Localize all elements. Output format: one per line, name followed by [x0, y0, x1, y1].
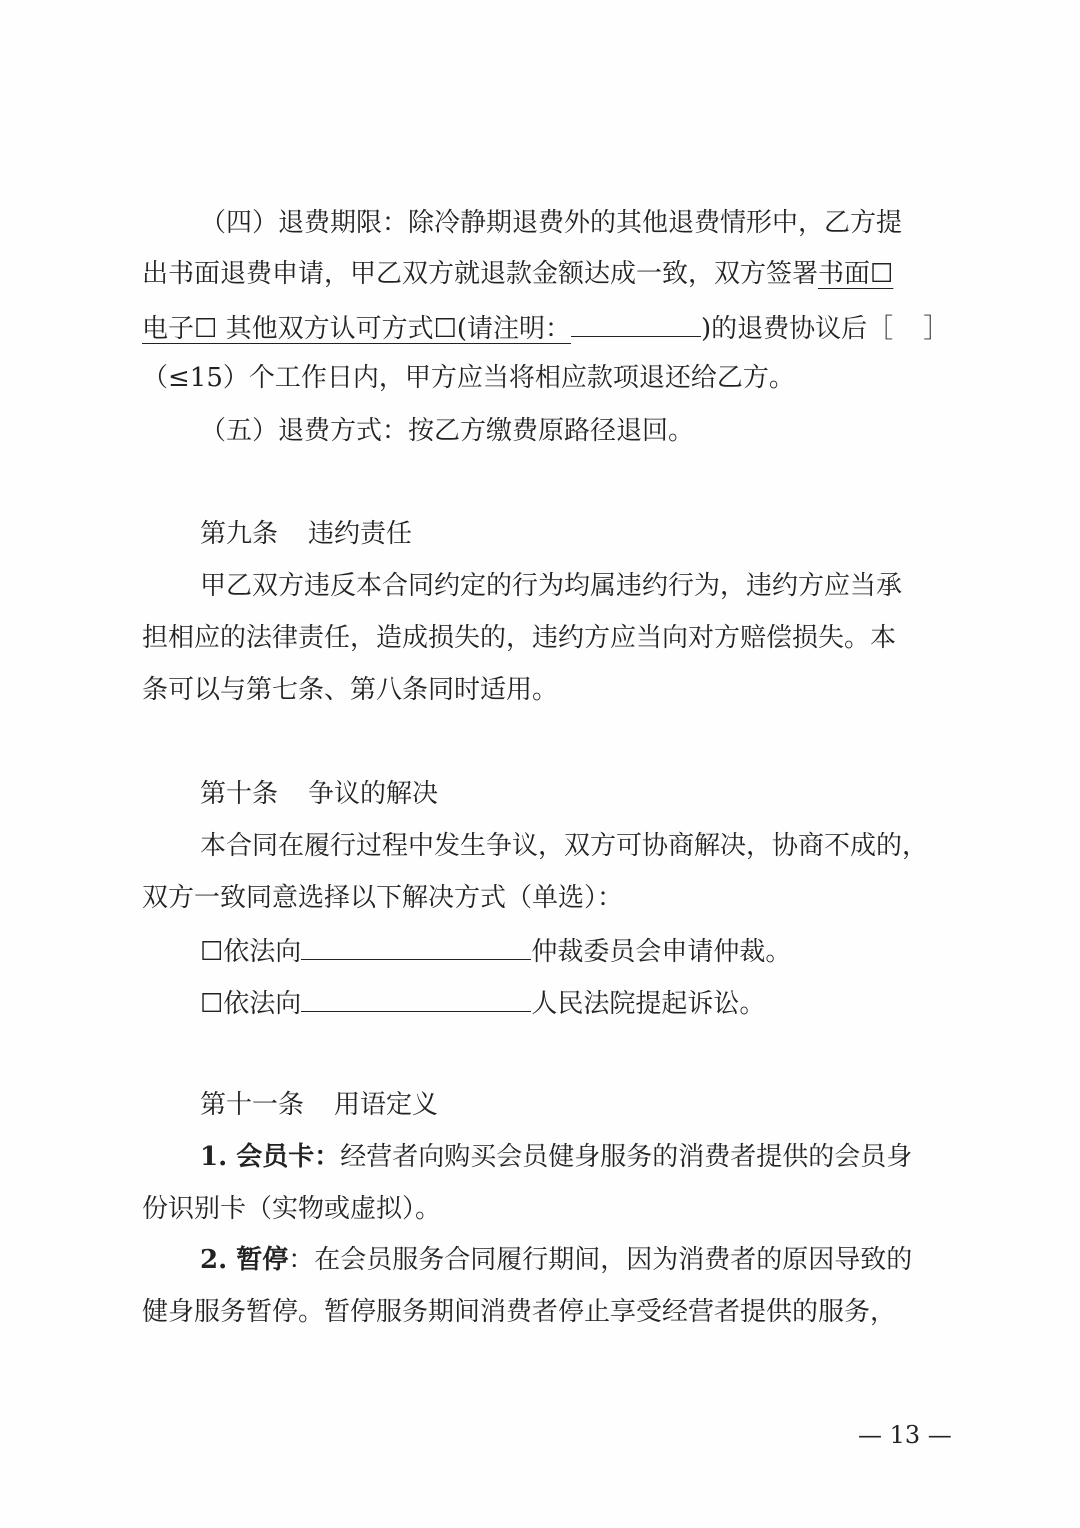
refund-deadline-text: 出书面退费申请，甲乙双方就退款金额达成一致，双方签署 — [142, 259, 819, 289]
litigation-text: 人民法院提起诉讼。 — [531, 989, 766, 1019]
article-9-line-3: 条可以与第七条、第八条同时适用。 — [142, 675, 559, 705]
article-9-title: 违约责任 — [308, 519, 413, 549]
refund-method-line: （五）退费方式：按乙方缴费原路径退回。 — [200, 416, 695, 446]
refund-deadline-line-2 — [142, 254, 893, 294]
article-9-heading — [200, 514, 412, 554]
arbitration-blank[interactable] — [301, 929, 531, 960]
refund-deadline-line-4: （≤15）个工作日内，甲方应当将相应款项退还给乙方。 — [142, 363, 795, 393]
arbitration-option[interactable] — [200, 929, 791, 969]
litigation-checkbox-label: ☐依法向 — [200, 989, 302, 1019]
article-9-line-2: 担相应的法律责任，造成损失的，违约方应当向对方赔偿损失。本 — [142, 623, 897, 653]
definition-2-text: ：在会员服务合同履行期间，因为消费者的原因导致的 — [288, 1245, 913, 1275]
definition-1-line-1 — [200, 1137, 912, 1177]
article-10-line-2: 双方一致同意选择以下解决方式（单选）： — [142, 883, 624, 913]
page-number: — 13 — — [858, 1421, 952, 1449]
article-10-number: 第十条 — [200, 779, 279, 809]
article-10-heading — [200, 774, 438, 814]
definition-2-term: 2. 暂停 — [200, 1245, 289, 1275]
refund-deadline-line-3 — [142, 306, 949, 346]
litigation-option[interactable] — [200, 981, 765, 1021]
definition-2-line-1 — [200, 1240, 912, 1280]
agreement-text: )的退费协议后［ — [701, 314, 894, 344]
definition-1-line-2: 份识别卡（实物或虚拟）。 — [142, 1194, 442, 1224]
electronic-other-options: 电子☐ 其他双方认可方式☐(请注明： — [142, 314, 572, 344]
litigation-blank[interactable] — [301, 981, 531, 1012]
article-11-title: 用语定义 — [334, 1090, 439, 1120]
refund-deadline-line-1: （四）退费期限：除冷静期退费外的其他退费情形中，乙方提 — [200, 208, 903, 238]
article-11-number: 第十一条 — [200, 1090, 305, 1120]
article-10-title: 争议的解决 — [308, 779, 439, 809]
bracket-close: ］ — [923, 314, 950, 344]
arbitration-text: 仲裁委员会申请仲裁。 — [531, 937, 792, 967]
specify-blank[interactable] — [571, 306, 701, 337]
arbitration-checkbox-label: ☐依法向 — [200, 937, 302, 967]
definition-1-term: 1. 会员卡： — [200, 1142, 341, 1172]
article-9-number: 第九条 — [200, 519, 279, 549]
article-9-line-1: 甲乙双方违反本合同约定的行为均属违约行为，违约方应当承 — [200, 571, 903, 601]
article-11-heading — [200, 1085, 438, 1125]
definition-2-line-2: 健身服务暂停。暂停服务期间消费者停止享受经营者提供的服务， — [142, 1297, 897, 1327]
written-option: 书面☐ — [818, 259, 894, 289]
article-10-line-1: 本合同在履行过程中发生争议，双方可协商解决，协商不成的， — [200, 831, 929, 861]
definition-1-text: 经营者向购买会员健身服务的消费者提供的会员身 — [340, 1142, 913, 1172]
